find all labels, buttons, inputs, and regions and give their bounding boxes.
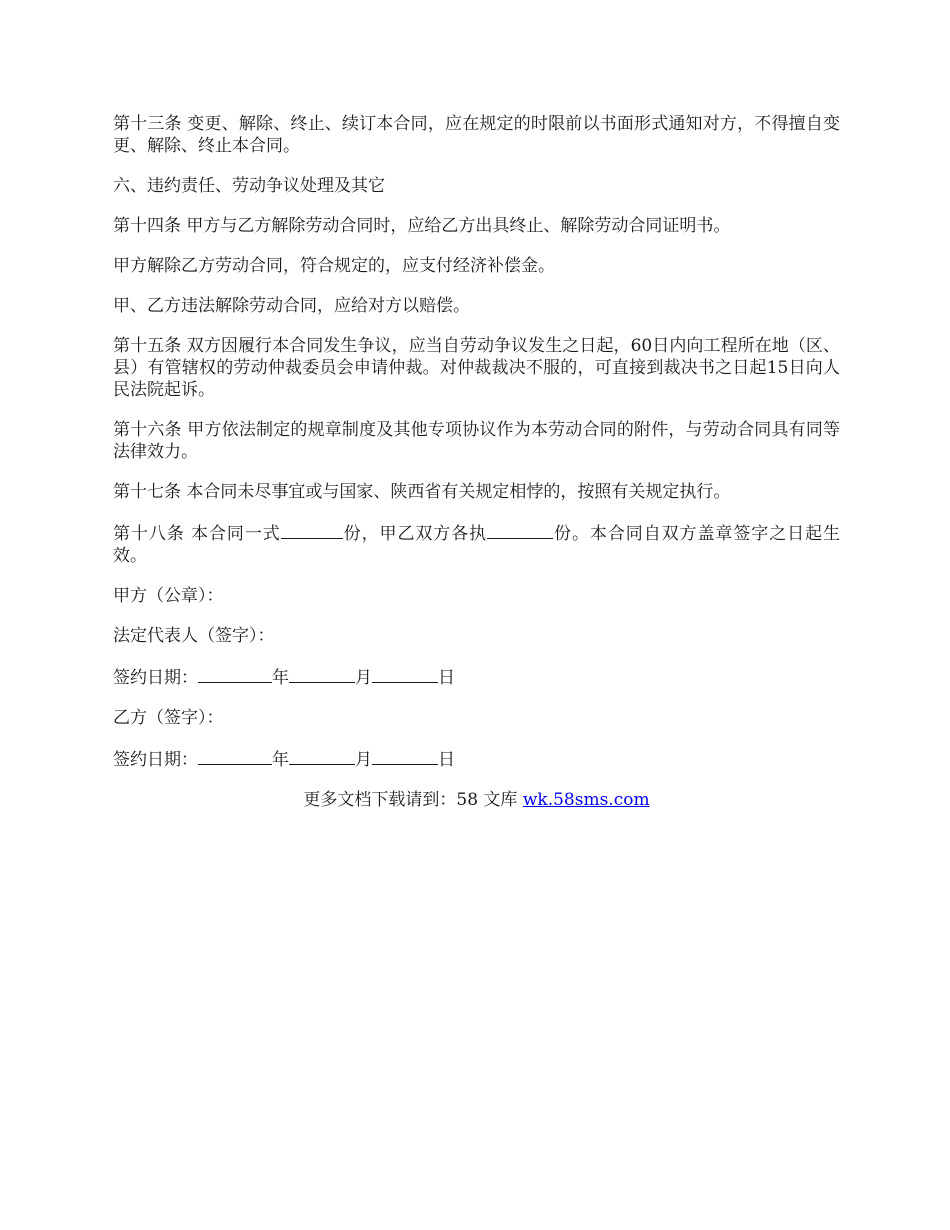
month-label: 月 xyxy=(355,750,372,770)
article-13: 第十三条 变更、解除、终止、续订本合同，应在规定的时限前以书面形式通知对方，不得擅自变更、解除、终止本合同。 xyxy=(113,114,840,156)
document-body xyxy=(113,113,840,811)
sign-date-line-2 xyxy=(113,747,840,771)
month-blank xyxy=(289,747,355,765)
legal-rep-sign: 法定代表人（签字）： xyxy=(113,626,275,646)
article-15: 第十五条 双方因履行本合同发生争议，应当自劳动争议发生之日起，60日内向工程所在地（区、县）有管辖权的劳动仲裁委员会申请仲裁。对仲裁裁决不服的，可直接到裁决书之日起15日向人民法院起诉。 xyxy=(113,336,840,400)
article-18-part1: 第十八条 本合同一式 xyxy=(113,524,281,544)
month-blank xyxy=(289,665,355,683)
footer-text: 更多文档下载请到：58 文库 xyxy=(303,790,523,810)
sign-date-label: 签约日期： xyxy=(113,668,198,688)
sign-date-line-1 xyxy=(113,665,840,689)
article-17: 第十七条 本合同未尽事宜或与国家、陕西省有关规定相悖的，按照有关规定执行。 xyxy=(113,482,731,502)
day-blank xyxy=(372,747,438,765)
day-label: 日 xyxy=(438,750,455,770)
day-label: 日 xyxy=(438,668,455,688)
article-18 xyxy=(113,521,840,567)
illegal-termination-clause: 甲、乙方违法解除劳动合同，应给对方以赔偿。 xyxy=(113,296,470,316)
copies-total-blank xyxy=(281,521,343,539)
year-blank xyxy=(198,747,272,765)
footer xyxy=(113,789,840,811)
copies-each-blank xyxy=(487,521,553,539)
party-b-sign: 乙方（签字）： xyxy=(113,708,224,728)
section-6-heading: 六、违约责任、劳动争议处理及其它 xyxy=(113,176,385,196)
article-18-part2: 份，甲乙双方各执 xyxy=(342,524,488,544)
article-18-part3: 份。本合同自双方盖章签字之日起生效。 xyxy=(113,524,841,566)
year-label: 年 xyxy=(272,668,289,688)
article-14: 第十四条 甲方与乙方解除劳动合同时，应给乙方出具终止、解除劳动合同证明书。 xyxy=(113,216,731,236)
party-a-seal: 甲方（公章）： xyxy=(113,586,224,606)
compensation-clause: 甲方解除乙方劳动合同，符合规定的，应支付经济补偿金。 xyxy=(113,256,555,276)
sign-date-label: 签约日期： xyxy=(113,750,198,770)
month-label: 月 xyxy=(355,668,372,688)
article-16: 第十六条 甲方依法制定的规章制度及其他专项协议作为本劳动合同的附件，与劳动合同具有同等法律效力。 xyxy=(113,420,840,462)
year-blank xyxy=(198,665,272,683)
footer-link[interactable]: wk.58sms.com xyxy=(522,790,650,810)
year-label: 年 xyxy=(272,750,289,770)
day-blank xyxy=(372,665,438,683)
